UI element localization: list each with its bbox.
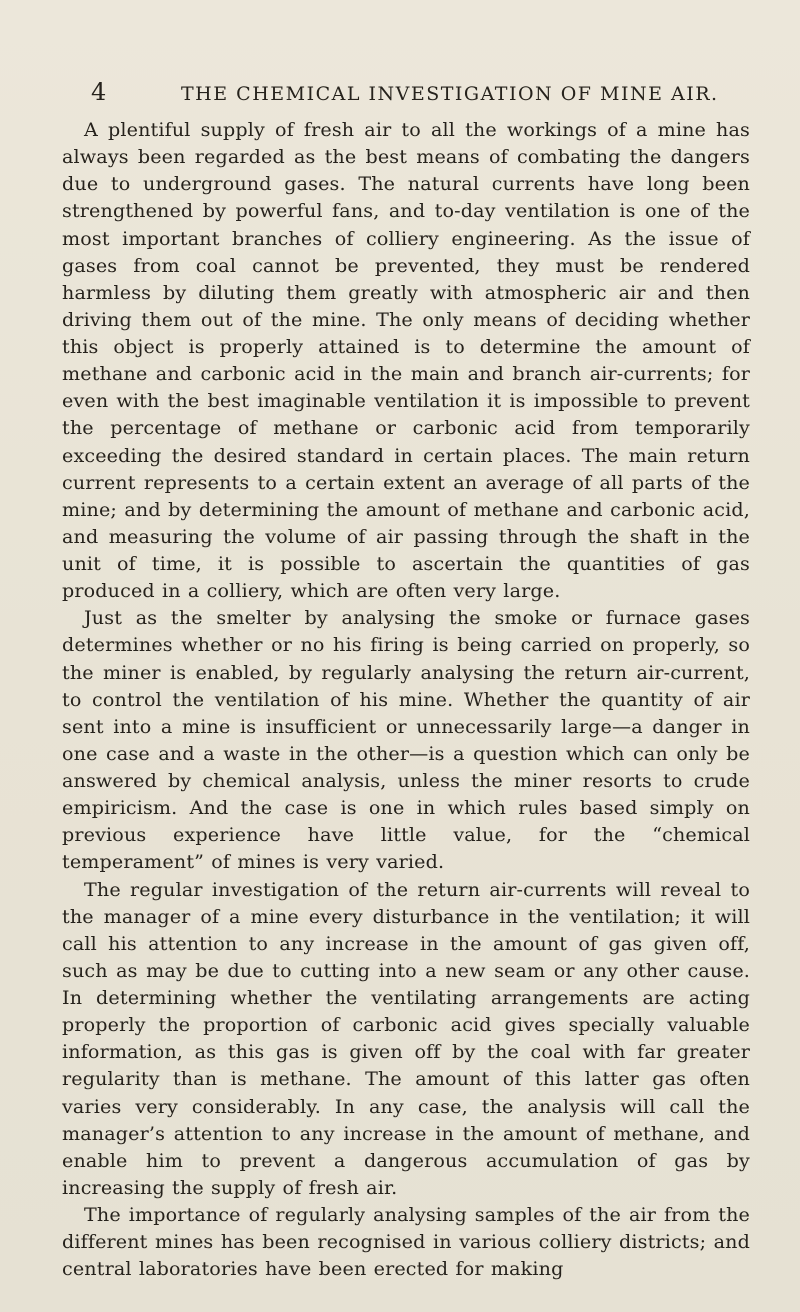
page-number: 4 <box>91 78 108 106</box>
paragraph: The importance of regularly analysing samples of the air from the different mines has been recognised in various colliery districts; and central laboratories have been erected for making <box>62 1203 750 1281</box>
paragraph: A plentiful supply of fresh air to all the workings of a mine has always been regarded as the best means of combating the dangers due to underground gases. The natural currents have long been strengthened by powerful fans, and to-day ventilation is one of the most important branches of colliery engineering. As the issue of gases from coal cannot be prevented, they must be rendered harmless by diluting them greatly with atmospheric air and then driving them out of the mine. The only means of deciding whether this object is properly attained is to determine the amount of methane and carbonic acid in the main and branch air-currents; for even with the best imaginable ventilation it is impossible to prevent the percentage of methane or carbonic acid from temporarily exceeding the desired standard in certain places. The main return current represents to a certain extent an average of all parts of the mine; and by determining the amount of methane and carbonic acid, and measuring the volume of air passing through the shaft in the unit of time, it is possible to ascertain the quantities of gas produced in a colliery, which are often very large. <box>62 118 750 603</box>
paragraph: The regular investigation of the return air-currents will reveal to the manager of a mine every disturbance in the ventilation; it will call his attention to any increase in the amount of gas given off, such as may be due to cutting into a new seam or any other cause. In determining whether the ventilating arrangements are acting properly the proportion of carbonic acid gives specially valuable information, as this gas is given off by the coal with far greater regularity than is methane. The amount of this latter gas often varies very considerably. In any case, the analysis will call the manager’s attention to any increase in the amount of methane, and enable him to prevent a dangerous accumulation of gas by increasing the supply of fresh air. <box>62 877 750 1199</box>
body-text <box>62 116 750 1282</box>
paragraph: Just as the smelter by analysing the smoke or furnace gases determines whether or no his firing is being carried on properly, so the miner is enabled, by regularly analysing the return air-current, to control the ventilation of his mine. Whether the quantity of air sent into a mine is insufficient or unnecessarily large—a danger in one case and a waste in the other—is a question which can only be answered by chemical analysis, unless the miner resorts to crude empiricism. And the case is one in which rules based simply on previous experience have little value, for the “chemical temperament” of mines is very varied. <box>62 606 750 874</box>
running-head <box>91 78 750 108</box>
running-title: THE CHEMICAL INVESTIGATION OF MINE AIR. <box>181 83 719 105</box>
